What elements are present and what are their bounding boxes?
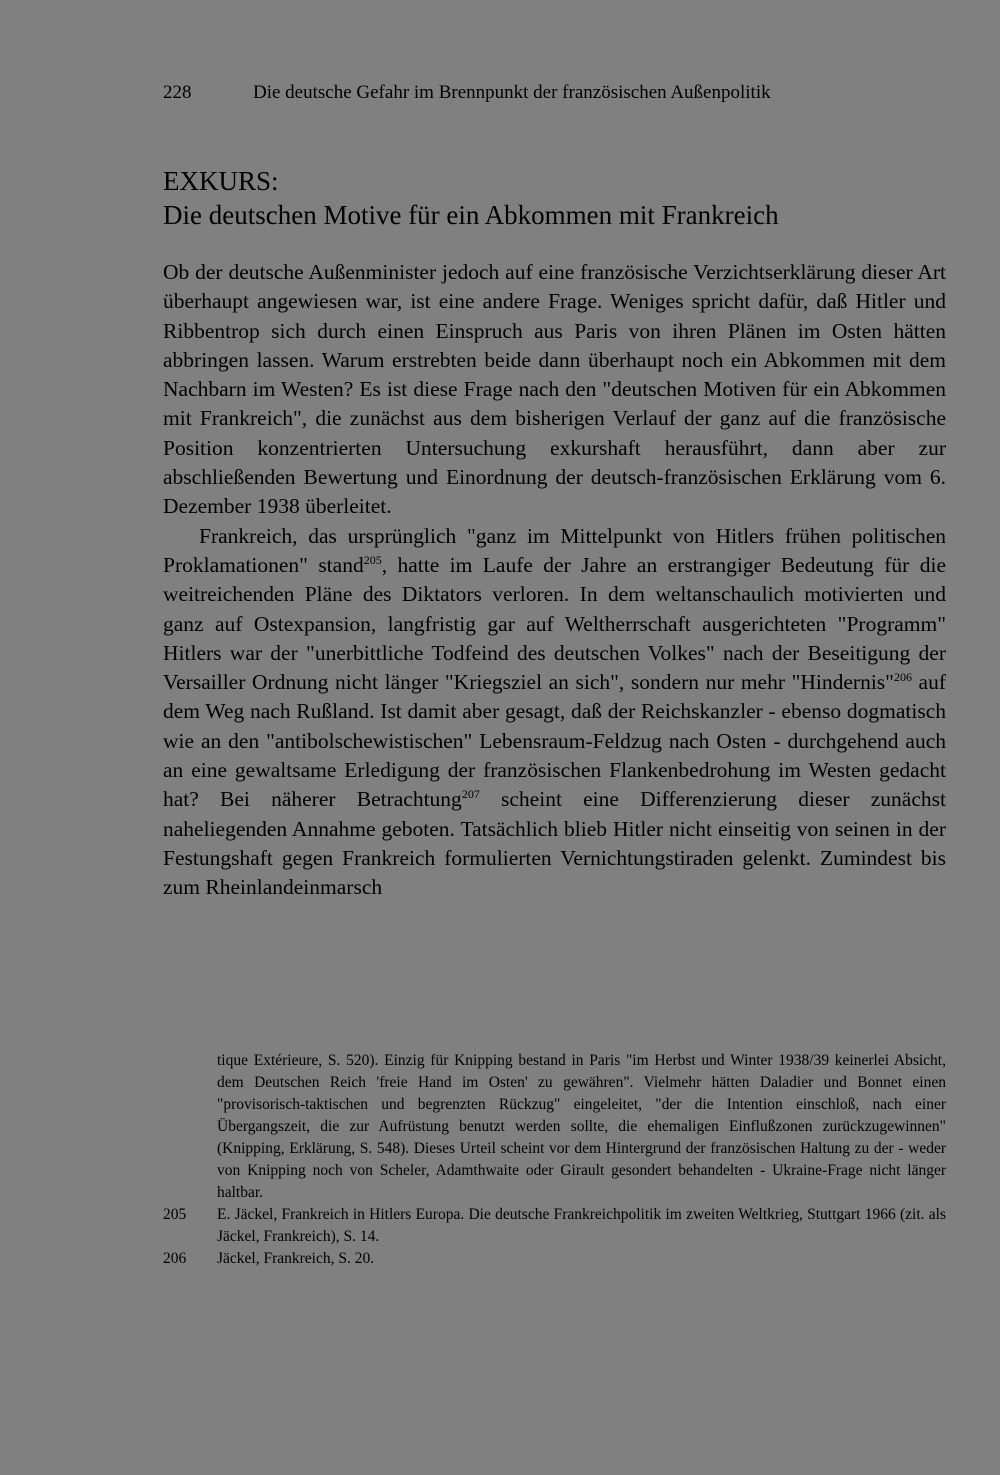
paragraph-2-part-d: scheint eine Differenzierung dieser zunächst naheliegenden Annahme geboten. Tatsächlich blieb Hitler nicht einseitig von seinen in der Festungshaft gegen Frankreich formulierten Vernichtungstiraden gelenkt. Zumindest bis zum Rheinlandeinmarsch xyxy=(163,787,946,900)
page-number: 228 xyxy=(163,82,192,103)
footnote-text: E. Jäckel, Frankreich in Hitlers Europa. Die deutsche Frankreichpolitik im zweiten Weltkrieg, Stuttgart 1966 (zit. als Jäckel, Frankreich), S. 14. xyxy=(217,1206,946,1245)
section-heading xyxy=(163,164,953,232)
running-title: Die deutsche Gefahr im Brennpunkt der französischen Außenpolitik xyxy=(253,82,771,103)
footnotes xyxy=(163,1050,946,1270)
paragraph-2-part-a: Frankreich, das ursprünglich "ganz im Mittelpunkt von Hitlers frühen politischen Proklamationen" stand xyxy=(163,523,946,577)
running-head xyxy=(163,80,863,106)
footnote-continued xyxy=(163,1050,946,1204)
footnote-text: Jäckel, Frankreich, S. 20. xyxy=(217,1250,375,1267)
section-label: EXKURS: xyxy=(163,166,279,196)
body-text xyxy=(163,258,946,903)
footnote-continued-text: tique Extérieure, S. 520). Einzig für Knipping bestand in Paris "im Herbst und Winter 1938/39 keinerlei Absicht, dem Deutschen Reich 'freie Hand im Osten' zu gewähren". Vielmehr hätten Daladier und Bonnet einen "provisorisch-taktischen und begrenzten Rückzug" eingeleitet, "der die Intention einschloß, nach einer Übergangszeit, die zur Aufrüstung benutzt werden sollte, die ehemaligen Einflußzonen zurückzugewinnen" (Knipping, Erklärung, S. 548). Dieses Urteil scheint vor dem Hintergrund der französischen Haltung zu der - weder von Knipping noch von Scheler, Adamthwaite oder Girault gesondert behandelten - Ukraine-Frage nicht länger haltbar. xyxy=(217,1052,946,1201)
footnote-number: 205 xyxy=(163,1206,187,1223)
paragraph-1: Ob der deutsche Außenminister jedoch auf eine französische Verzichtserklärung dieser Art überhaupt angewiesen war, ist eine andere Frage. Weniges spricht dafür, daß Hitler und Ribbentrop sich durch einen Einspruch aus Paris von ihren Plänen im Osten hätten abbringen lassen. Warum erstrebten beide dann überhaupt noch ein Abkommen mit dem Nachbarn im Westen? Es ist diese Frage nach den "deutschen Motiven für ein Abkommen mit Frankreich", die zunächst aus dem bisherigen Verlauf der ganz auf die französische Position konzentrierten Untersuchung exkurshaft herausführt, dann aber zur abschließenden Bewertung und Einordnung der deutsch-französischen Erklärung vom 6. Dezember 1938 überleitet. xyxy=(163,260,946,519)
paragraph-2-part-b: , hatte im Laufe der Jahre an erstrangiger Bedeutung für die weitreichenden Pläne des Diktators verloren. In dem weltanschaulich motivierten und ganz auf Ostexpansion, langfristig gar auf Weltherrschaft ausgerichteten "Programm" Hitlers war der "unerbittliche Todfeind des deutschen Volkes" nach der Beseitigung der Versailler Ordnung nicht länger "Kriegsziel an sich", sondern nur mehr "Hindernis" xyxy=(163,552,946,695)
footnote-ref-207: 207 xyxy=(461,787,480,802)
footnote-ref-206: 206 xyxy=(893,670,912,684)
footnote-206 xyxy=(163,1248,946,1270)
footnote-number: 206 xyxy=(163,1250,187,1267)
paragraph-2 xyxy=(163,522,946,903)
footnote-205 xyxy=(163,1204,946,1248)
section-title: Die deutschen Motive für ein Abkommen mit Frankreich xyxy=(163,200,779,230)
paragraph-2-part-c: auf dem Weg nach Rußland. Ist damit aber gesagt, daß der Reichskanzler - ebenso dogmatisch wie an den "antibolschewistischen" Lebensraum-Feldzug nach Osten - durchgehend auch an eine gewaltsame Erledigung der französischen Flankenbedrohung im Westen gedacht hat? Bei näherer Betrachtung xyxy=(163,670,947,812)
footnote-ref-205: 205 xyxy=(363,552,382,567)
